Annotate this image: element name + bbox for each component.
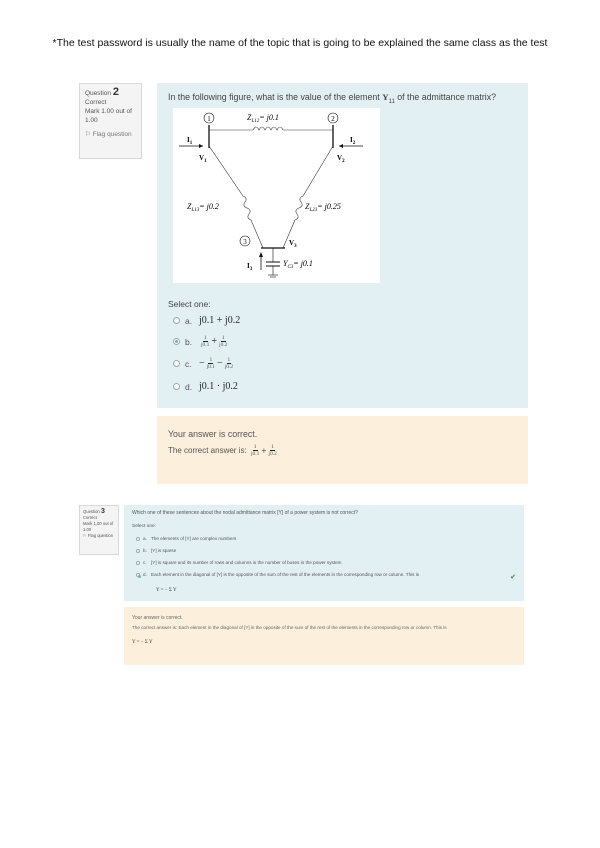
svg-text:V3: $V_3$ — [289, 239, 297, 249]
question-3-feedback — [124, 607, 524, 665]
svg-text:ZL12= j0.1: $Z_{L12}= j0.1$ — [247, 113, 279, 124]
option-b[interactable]: b. [Y] is sparse — [136, 548, 176, 553]
question-text: In the following figure, what is the value of the element $Y_{11}$ of the admittance matrix? — [168, 92, 497, 105]
flag-question-link[interactable]: ⚐ Flag question — [85, 131, 132, 138]
question-2-feedback — [157, 416, 528, 484]
svg-text:V1: $V_1$ — [199, 154, 207, 164]
radio-button[interactable] — [173, 317, 180, 324]
option-c[interactable]: c. [Y] is square and its number of rows and columns is the number of buses in the power system — [136, 560, 341, 565]
svg-text:I3: $I_3$ — [247, 262, 253, 272]
option-a[interactable]: a. The elements of [Y] are complex numbers — [136, 536, 236, 541]
correct-check-icon: ✔ — [510, 574, 516, 581]
question-2-content — [157, 83, 528, 408]
option-b[interactable]: b. $\frac{1}{j0.1}$ + $\frac{1}{j0.2}$ — [173, 335, 229, 348]
svg-text:ZL13= j0.2: $Z_{L13}= j0.2$ — [187, 202, 219, 213]
radio-button[interactable] — [136, 549, 140, 553]
question-label: Question 2 — [85, 86, 119, 98]
option-d-formula: Y = − Σ Y — [156, 588, 177, 593]
svg-text:I1: $I_1$ — [187, 136, 193, 146]
option-d[interactable]: d. Each element in the diagonal of [Y] is the opposite of the sum of the rest of the elements in the corresponding row or column. This is — [136, 572, 419, 577]
radio-button[interactable] — [173, 383, 180, 390]
svg-text:YC3= j0.1: $Y_{C3}= j0.1$ — [283, 259, 313, 270]
svg-text:2: 2 — [331, 115, 335, 123]
svg-text:3: 3 — [243, 238, 247, 246]
question-label: Question 3 — [83, 508, 105, 515]
svg-text:ZL23= j0.25: $Z_{L23}= j0.25$ — [305, 202, 341, 213]
circuit-figure — [173, 108, 380, 283]
question-3-info-panel — [79, 505, 119, 555]
radio-button[interactable] — [136, 561, 140, 565]
feedback-result: Your answer is correct. — [168, 429, 258, 439]
radio-button-selected[interactable] — [136, 573, 140, 577]
svg-text:I2: $I_2$ — [350, 136, 356, 146]
svg-text:V2: $V_2$ — [337, 154, 345, 164]
flag-question-link[interactable]: ⚐ Flag question — [83, 533, 114, 538]
feedback-explanation: The correct answer is: Each element in the diagonal of [Y] is the opposite of the sum of the rest of the elements in the corresponding row or column. This is — [132, 625, 447, 630]
question-text: Which one of these sentences about the nodal admittance matrix [Y] of a power system is not correct? — [132, 510, 358, 516]
question-3-content — [124, 505, 524, 601]
question-mark: Mark 1.00 out of 1.00 — [85, 108, 132, 124]
svg-text:1: 1 — [207, 115, 211, 123]
option-d[interactable]: d. j0.1 · j0.2 — [173, 381, 238, 392]
question-mark: Mark 1.00 out of 1.00 — [83, 521, 114, 532]
circuit-diagram — [173, 108, 380, 283]
question-status: Correct — [83, 515, 97, 520]
question-status: Correct — [85, 99, 107, 106]
select-one-label: Select one: — [132, 524, 157, 529]
feedback-result: Your answer is correct. — [132, 615, 183, 621]
radio-button[interactable] — [136, 537, 140, 541]
option-c[interactable]: c. − $\frac{1}{j0.1}$ − $\frac{1}{j0.2}$ — [173, 357, 235, 370]
option-a[interactable]: a. j0.1 + j0.2 — [173, 315, 240, 326]
question-2-info-panel — [79, 83, 142, 159]
password-note: *The test password is usually the name of the topic that is going to be explained the same class as the test — [52, 37, 548, 49]
feedback-correct-answer: The correct answer is: $\frac{1}{j0.1}$ + $\frac{1}{j0.2}$ — [168, 444, 277, 457]
select-one-label: Select one: — [168, 299, 211, 309]
radio-button-selected[interactable] — [173, 338, 180, 345]
feedback-formula: Y = − Σ Y — [132, 640, 153, 645]
radio-button[interactable] — [173, 360, 180, 367]
